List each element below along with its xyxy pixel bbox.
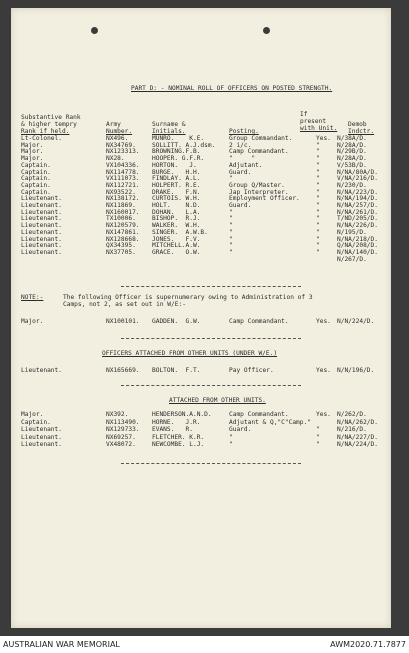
officer-present: " bbox=[316, 155, 320, 163]
officer-present: " bbox=[316, 202, 320, 209]
attached-officer-row bbox=[11, 434, 391, 441]
note-entry-name: GADDEN. G.W. bbox=[152, 318, 201, 325]
attached-officer-rank: Captain. bbox=[21, 418, 51, 426]
officer-present: " bbox=[316, 228, 320, 236]
divider-3 bbox=[121, 385, 301, 386]
attached-officer-rank: Lieutenant. bbox=[21, 433, 62, 441]
officer-rank: Captain. bbox=[21, 188, 51, 196]
officer-rank: Lieutenant. bbox=[21, 235, 62, 243]
officer-name: DOHAN. L.A. bbox=[152, 208, 201, 216]
officer-number: QX34395. bbox=[106, 242, 136, 250]
note-entry-rank: Major. bbox=[21, 318, 44, 325]
officer-rank: Lieutenant. bbox=[21, 195, 62, 203]
officer-rank: Lieutenant. bbox=[21, 202, 62, 209]
officer-demob: N/NA/257/D. bbox=[337, 202, 378, 209]
footer-bar bbox=[0, 636, 409, 653]
officer-demob: N/NA/226/D. bbox=[337, 222, 378, 230]
officer-name: WALKER. W.H. bbox=[152, 222, 201, 230]
officer-posting: Camp Commandant. bbox=[229, 148, 289, 156]
header-rank-3: Rank if held. bbox=[21, 128, 70, 135]
attached-unit-demob: N/N/196/D. bbox=[337, 367, 375, 374]
officer-name: HOLPERT. R.E. bbox=[152, 181, 201, 189]
officer-demob: N/28A/D. bbox=[337, 141, 367, 149]
officer-present: " bbox=[316, 215, 320, 223]
attached-officer-present: " bbox=[316, 433, 320, 441]
officer-rank: Lieutenant. bbox=[21, 228, 62, 236]
officer-rank: Lieutenant. bbox=[21, 242, 62, 250]
officer-number: TX10006. bbox=[106, 215, 136, 223]
officer-number: NX128668. bbox=[106, 235, 140, 243]
officer-posting: " bbox=[229, 215, 233, 223]
attached-officer-number: VX48072. bbox=[106, 441, 136, 448]
officer-number: NX147861. bbox=[106, 228, 140, 236]
officer-number: NX496. bbox=[106, 135, 129, 142]
officer-name: HOLT. N.D. bbox=[152, 202, 201, 209]
officer-posting: 2 i/c. bbox=[229, 141, 252, 149]
officer-present: " bbox=[316, 195, 320, 203]
officer-number: NX138172. bbox=[106, 195, 140, 203]
officer-rank: Captain. bbox=[21, 181, 51, 189]
attached-officer-present: " bbox=[316, 426, 320, 433]
officer-rank: Major. bbox=[21, 141, 44, 149]
attached-officer-row bbox=[11, 419, 391, 426]
officer-demob: N/NA/223/D. bbox=[337, 188, 378, 196]
officer-rank: Major. bbox=[21, 155, 44, 163]
officer-number: NX37705. bbox=[106, 248, 136, 256]
officer-number: NX93522. bbox=[106, 188, 136, 196]
officer-present: " bbox=[316, 161, 320, 169]
officer-posting: Group Q/Master. bbox=[229, 181, 285, 189]
officer-present: " bbox=[316, 242, 320, 250]
header-name-1: Surname & bbox=[152, 121, 186, 128]
attached-officer-demob: N/216/D. bbox=[337, 426, 367, 433]
officer-present: " bbox=[316, 181, 320, 189]
header-present-3: with Unit. bbox=[300, 125, 338, 132]
header-name-2: Initials. bbox=[152, 128, 186, 135]
attached-officer-row bbox=[11, 441, 391, 448]
attached-unit-row bbox=[11, 367, 391, 374]
officer-demob: V/53B/D. bbox=[337, 161, 367, 169]
attached-officer-posting: Camp Commandant. bbox=[229, 411, 289, 418]
section-heading-attached-units: OFFICERS ATTACHED FROM OTHER UNITS (UNDER W/E.) bbox=[102, 350, 278, 357]
officer-number: NX34769. bbox=[106, 141, 136, 149]
divider-2 bbox=[121, 338, 301, 339]
officer-rank: Lieutenant. bbox=[21, 215, 62, 223]
officer-present: " bbox=[316, 208, 320, 216]
officer-present: " bbox=[316, 148, 320, 156]
officer-name: MITCHELL.A.W. bbox=[152, 242, 201, 250]
officer-present: " bbox=[316, 248, 320, 256]
officer-posting: Guard. bbox=[229, 168, 252, 176]
officer-name: BISHOP. R.J. bbox=[152, 215, 201, 223]
officer-rank: Captain. bbox=[21, 175, 51, 183]
officer-name: HORTON. J. bbox=[152, 161, 197, 169]
officer-demob: N/29B/D. bbox=[337, 148, 367, 156]
note-entry-present: Yes. bbox=[316, 318, 331, 325]
attached-officer-name: HENDERSON.A.N.D. bbox=[152, 411, 212, 418]
header-posting: Posting. bbox=[229, 128, 259, 135]
officer-posting: " bbox=[229, 248, 233, 256]
attached-officer-present: Yes. bbox=[316, 411, 331, 418]
officer-name: JONES. F.V. bbox=[152, 235, 201, 243]
attached-officer-posting: Adjutant & Q,"C"Camp." bbox=[229, 418, 311, 426]
attached-officer-name: EVANS. R. bbox=[152, 426, 193, 433]
officer-number: NX114778. bbox=[106, 168, 140, 176]
note-line-1: The following Officer is supernumerary owing to Administration of 3 bbox=[63, 294, 313, 301]
officer-posting: Employment Officer. bbox=[229, 195, 300, 203]
header-rank-2: & higher tempry bbox=[21, 121, 77, 128]
attached-officer-row bbox=[11, 411, 391, 418]
attached-unit-present: Yes. bbox=[316, 367, 331, 374]
officer-rank: Lieutenant. bbox=[21, 222, 62, 230]
officer-number: VX111073. bbox=[106, 175, 140, 183]
note-entry-row bbox=[11, 318, 391, 325]
officer-rank: Captain. bbox=[21, 161, 51, 169]
officer-posting: Guard. bbox=[229, 202, 252, 209]
attached-officer-number: NX113490. bbox=[106, 418, 140, 426]
officer-posting: Group Commandant. bbox=[229, 135, 293, 142]
officer-demob: N/38A/D. bbox=[337, 135, 367, 142]
officer-posting: " bbox=[229, 175, 233, 183]
officer-name: BURGE. H.H. bbox=[152, 168, 201, 176]
officer-number: NX123313. bbox=[106, 148, 140, 156]
officer-posting: " bbox=[229, 235, 233, 243]
officer-posting: " bbox=[229, 222, 233, 230]
header-number-2: Number. bbox=[106, 128, 133, 135]
attached-officer-posting: " bbox=[229, 433, 233, 441]
officer-number: NX120579. bbox=[106, 222, 140, 230]
note-line-2: Camps, not 2, as set out in W/E:- bbox=[63, 301, 186, 308]
note-label: NOTE:- bbox=[21, 294, 44, 301]
officer-present: " bbox=[316, 188, 320, 196]
header-demob-1: Demob bbox=[348, 121, 367, 128]
officer-rank: Major. bbox=[21, 148, 44, 156]
header-rank-1: Substantive Rank bbox=[21, 114, 81, 121]
officer-demob: N/230/D. bbox=[337, 181, 367, 189]
attached-officer-posting: " bbox=[229, 441, 233, 448]
attached-officer-number: NX129733. bbox=[106, 426, 140, 433]
attached-officer-demob: N/NA/227/D. bbox=[337, 433, 378, 441]
officer-posting: " bbox=[229, 242, 233, 250]
officer-number: NX28. bbox=[106, 155, 125, 163]
document-page bbox=[11, 8, 391, 628]
attached-officer-posting: Guard. bbox=[229, 426, 252, 433]
attached-officer-name: NEWCOMBE. L.J. bbox=[152, 441, 205, 448]
officer-posting: Jap Interpreter. bbox=[229, 188, 289, 196]
document-title: PART D: - NOMINAL ROLL OF OFFICERS ON POSTED STRENGTH. bbox=[131, 85, 333, 92]
header-present-1: If bbox=[300, 111, 308, 118]
officer-posting: Adjutant. bbox=[229, 161, 263, 169]
attached-unit-name: BOLTON. F.T. bbox=[152, 367, 201, 374]
officer-demob: N/195/D. bbox=[337, 228, 367, 236]
note-entry-demob: N/N/224/D. bbox=[337, 318, 375, 325]
header-present-2: present bbox=[300, 118, 327, 125]
divider-1 bbox=[121, 286, 301, 287]
attached-officer-number: NX69257. bbox=[106, 433, 136, 441]
officer-demob: V/NA/216/D. bbox=[337, 175, 378, 183]
officer-name: CURTOIS. W.H. bbox=[152, 195, 201, 203]
officer-demob: N/NA/140/D. bbox=[337, 248, 378, 256]
attached-officer-rank: Lieutenant. bbox=[21, 441, 62, 448]
officer-name: SINGER. A.W.B. bbox=[152, 228, 208, 236]
attached-officer-name: FLETCHER. K.R. bbox=[152, 433, 205, 441]
officer-posting: " bbox=[229, 228, 233, 236]
attached-unit-posting: Pay Officer. bbox=[229, 367, 274, 374]
attached-officer-present: " bbox=[316, 441, 320, 448]
header-demob-2: Indctr. bbox=[348, 128, 375, 135]
attached-officer-demob: N/NA/224/D. bbox=[337, 441, 378, 448]
attached-officer-row bbox=[11, 426, 391, 433]
officer-present: Yes. bbox=[316, 135, 331, 142]
officer-posting: " bbox=[229, 208, 233, 216]
officer-demob: N/267/D. bbox=[337, 255, 367, 263]
officer-name: HOOPER. G.F.R. bbox=[152, 155, 205, 163]
section-heading-attached: ATTACHED FROM OTHER UNITS. bbox=[169, 397, 266, 404]
note-entry-number: NX100101. bbox=[106, 318, 140, 325]
attached-officer-demob: N/262/D. bbox=[337, 411, 367, 418]
officer-name: BROWNING.F.B. bbox=[152, 148, 201, 156]
officer-demob: N/28A/D. bbox=[337, 155, 367, 163]
footer-accession: AWM2020.71.7877 bbox=[330, 640, 406, 649]
officer-present: " bbox=[316, 235, 320, 243]
officer-rank: Captain. bbox=[21, 168, 51, 176]
officer-present: " bbox=[316, 168, 320, 176]
officer-name: DRAKE. F.N. bbox=[152, 188, 201, 196]
officer-name: SOLLITT. A.J.dsm. bbox=[152, 141, 216, 149]
attached-unit-number: NX165669. bbox=[106, 367, 140, 374]
officer-demob: T/ND/205/D. bbox=[337, 215, 378, 223]
officer-demob: N/NA/218/D. bbox=[337, 235, 378, 243]
officer-demob: Q/NA/208/D. bbox=[337, 242, 378, 250]
punch-hole-right bbox=[263, 27, 270, 34]
officer-demob: N/NA/194/D. bbox=[337, 195, 378, 203]
officer-demob: N/NA/261/D. bbox=[337, 208, 378, 216]
attached-officer-demob: N/NA/262/D. bbox=[337, 418, 378, 426]
officer-number: NX112721. bbox=[106, 181, 140, 189]
officer-name: MUNRO. K.E. bbox=[152, 135, 205, 142]
officer-rank: Lieutenant. bbox=[21, 208, 62, 216]
officer-rank: Lt-Colonel. bbox=[21, 135, 62, 142]
footer-institution: AUSTRALIAN WAR MEMORIAL bbox=[3, 640, 120, 649]
officer-number: VX104336. bbox=[106, 161, 140, 169]
attached-officer-rank: Lieutenant. bbox=[21, 426, 62, 433]
attached-officer-rank: Major. bbox=[21, 411, 44, 418]
attached-officer-name: HORNE. J.R. bbox=[152, 418, 201, 426]
officer-posting: " " bbox=[229, 155, 256, 163]
officer-rank: Lieutenant. bbox=[21, 248, 62, 256]
attached-officer-number: NX392. bbox=[106, 411, 129, 418]
attached-unit-rank: Lieutenant. bbox=[21, 367, 62, 374]
divider-4 bbox=[121, 463, 301, 464]
officer-number: NX11869. bbox=[106, 202, 136, 209]
officer-number: NX160017. bbox=[106, 208, 140, 216]
note-entry-posting: Camp Commandant. bbox=[229, 318, 289, 325]
officer-row bbox=[11, 256, 391, 263]
officer-present: " bbox=[316, 175, 320, 183]
officer-present: " bbox=[316, 222, 320, 230]
officer-demob: N/NA/80A/D. bbox=[337, 168, 378, 176]
punch-hole-left bbox=[91, 27, 98, 34]
officer-name: GRACE. O.W. bbox=[152, 248, 201, 256]
officer-present: " bbox=[316, 141, 320, 149]
officer-name: FINDLAY. A.L. bbox=[152, 175, 201, 183]
header-number-1: Army bbox=[106, 121, 121, 128]
